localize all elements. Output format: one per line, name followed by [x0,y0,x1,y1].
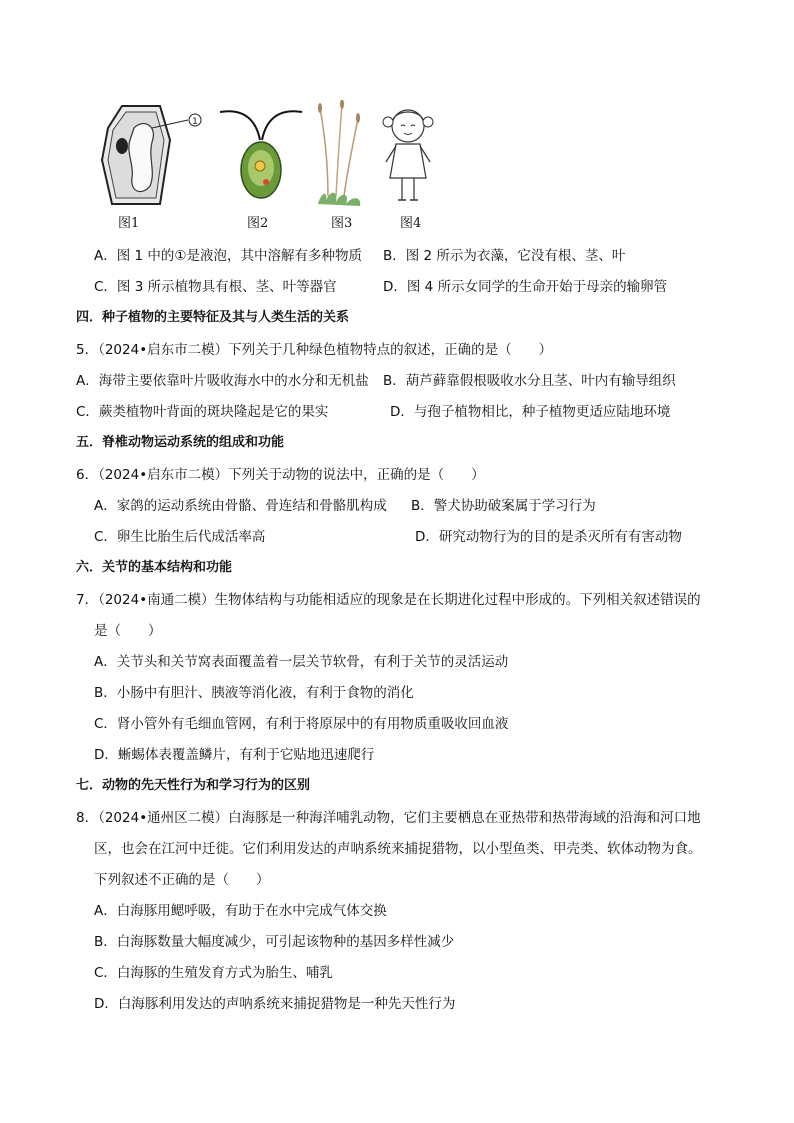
figure-caption-1: 图1 [118,216,140,231]
q6-stem: 6．（2024•启东市二模）下列关于动物的说法中，正确的是（ ） [76,467,485,483]
q4-option-d: D．图 4 所示女同学的生命开始于母亲的输卵管 [383,279,668,295]
figure-caption-4: 图4 [400,216,422,231]
svg-text:1: 1 [192,117,198,127]
q7-option-b: B．小肠中有胆汁、胰液等消化液，有利于食物的消化 [94,685,414,701]
q4-option-c: C．图 3 所示植物具有根、茎、叶等器官 [94,279,337,295]
q8-stem-line-1: 8．（2024•通州区二模）白海豚是一种海洋哺乳动物，它们主要栖息在亚热带和热带海域的沿海和河口地 [76,810,701,826]
q5-option-row-2 [76,403,716,421]
figure-caption-3: 图3 [331,216,353,231]
q5-option-a: A．海带主要依靠叶片吸收海水中的水分和无机盐 [76,373,369,389]
moss-figure [314,100,370,210]
q8-stem-line-3: 下列叙述不正确的是（ ） [94,872,270,888]
q8-stem-line-2: 区，也会在江河中迁徙。它们利用发达的声呐系统来捕捉猎物，以小型鱼类、甲壳类、软体动物为食。 [94,841,702,857]
q5-option-b: B．葫芦藓靠假根吸收水分且茎、叶内有输导组织 [383,373,676,389]
q7-option-c: C．肾小管外有毛细血管网，有利于将原尿中的有用物质重吸收回血液 [94,716,509,732]
q5-stem: 5．（2024•启东市二模）下列关于几种绿色植物特点的叙述，正确的是（ ） [76,342,553,358]
q6-option-row-2 [94,528,714,546]
q5-option-c: C．蕨类植物叶背面的斑块隆起是它的果实 [76,404,329,420]
q8-option-b: B．白海豚数量大幅度减少，可引起该物种的基因多样性减少 [94,934,455,950]
q8-option-c: C．白海豚的生殖发育方式为胎生、哺乳 [94,965,333,981]
q7-option-a: A．关节头和关节窝表面覆盖着一层关节软骨，有利于关节的灵活运动 [94,654,509,670]
section-6-heading: 六．关节的基本结构和功能 [76,560,233,575]
q6-option-c: C．卵生比胎生后代成活率高 [94,529,266,545]
section-7-heading: 七．动物的先天性行为和学习行为的区别 [76,778,311,793]
q7-option-d: D．蜥蜴体表覆盖鳞片，有利于它贴地迅速爬行 [94,747,375,763]
q4-option-row-1 [94,247,714,265]
q8-option-a: A．白海豚用鳃呼吸，有助于在水中完成气体交换 [94,903,387,919]
q6-option-a: A．家鸽的运动系统由骨骼、骨连结和骨骼肌构成 [94,498,387,514]
section-5-heading: 五．脊椎动物运动系统的组成和功能 [76,435,285,450]
q4-option-a: A．图 1 中的①是液泡，其中溶解有多种物质 [94,248,363,264]
q7-stem-line-2: 是（ ） [94,623,162,639]
section-4-heading: 四．种子植物的主要特征及其与人类生活的关系 [76,310,350,325]
figure-row [96,100,456,232]
chlamydomonas-figure [216,100,306,210]
q4-option-b: B．图 2 所示为衣藻，它没有根、茎、叶 [383,248,626,264]
q5-option-row-1 [76,372,716,390]
q6-option-d: D．研究动物行为的目的是杀灭所有有害动物 [415,529,682,545]
q5-option-d: D．与孢子植物相比，种子植物更适应陆地环境 [390,404,671,420]
q8-option-d: D．白海豚利用发达的声呐系统来捕捉猎物是一种先天性行为 [94,996,456,1012]
q7-stem-line-1: 7．（2024•南通二模）生物体结构与功能相适应的现象是在长期进化过程中形成的。下列相关叙述错误的 [76,592,701,608]
figure-caption-2: 图2 [247,216,269,231]
q6-option-b: B．警犬协助破案属于学习行为 [411,498,596,514]
plant-cell-figure [100,100,218,210]
q6-option-row-1 [94,497,714,515]
girl-figure [378,100,438,210]
q4-option-row-2 [94,278,714,296]
